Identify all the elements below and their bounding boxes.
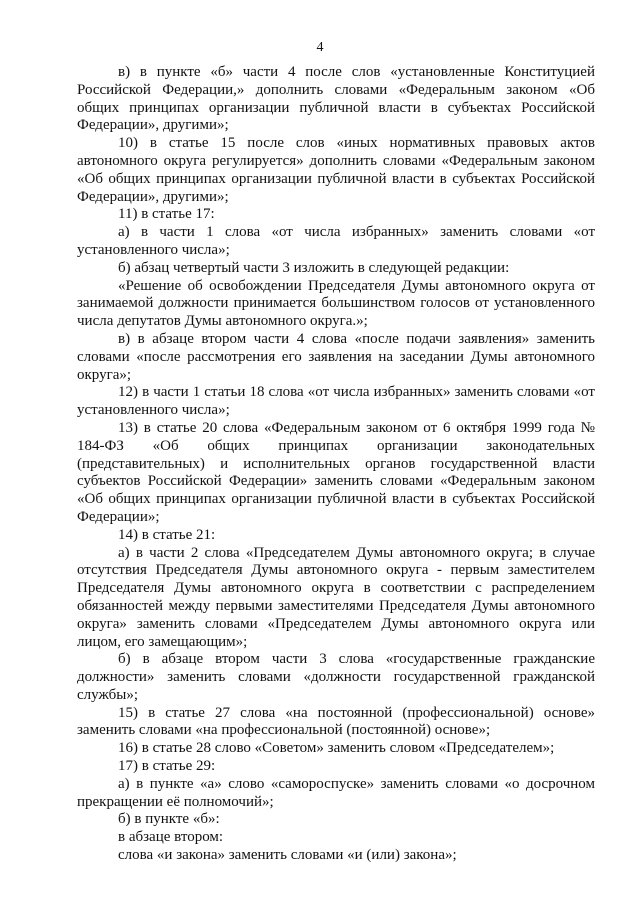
paragraph-item-11-a: а) в части 1 слова «от числа избранных» заменить словами «от установленного числа»; xyxy=(77,224,595,258)
paragraph-item-15-article-27: 15) в статье 27 слова «на постоянной (профессиональной) основе» заменить словами «на профессиональной (постоянной) основе»; xyxy=(77,704,595,739)
document-body xyxy=(77,64,595,865)
page-number: 4 xyxy=(316,40,324,55)
paragraph-item-17-b-words-replacement: слова «и закона» заменить словами «и (или) закона»; xyxy=(118,847,457,864)
paragraph-item-11-b: б) абзац четвертый части 3 изложить в следующей редакции: xyxy=(118,259,510,276)
paragraph-item-14-article-21: 14) в статье 21: xyxy=(118,526,216,543)
paragraph-amendment-v-clause-b: в) в пункте «б» части 4 после слов «установленные Конституцией Российской Федерации,» дополнить словами «Федеральным законом «Об общих принципах организации публичной власти в субъектах Российской Федерации», другими»; xyxy=(77,64,595,134)
paragraph-item-10-article-15: 10) в статье 15 после слов «иных нормативных правовых актов автономного округа регулируется» дополнить словами «Федеральным законом «Об общих принципах организации публичной власти в субъектах Российской Федерации», другими»; xyxy=(77,135,595,205)
paragraph-item-11-v: в) в абзаце втором части 4 слова «после подачи заявления» заменить словами «после рассмотрения его заявления на заседании Думы автономного округа»; xyxy=(77,330,595,383)
paragraph-item-14-b: б) в абзаце втором части 3 слова «государственные гражданские должности» заменить словами «должности государственной гражданской службы»; xyxy=(77,651,595,703)
paragraph-item-13-article-20: 13) в статье 20 слова «Федеральным законом от 6 октября 1999 года № 184-ФЗ «Об общих принципах организации законодательных (представительных) и исполнительных органов государственной власти субъектов Российской Федерации» заменить словами «Федеральным законом «Об общих принципах организации публичной власти в субъектах Российской Федерации»; xyxy=(77,419,595,525)
paragraph-item-17-a: а) в пункте «а» слово «самороспуске» заменить словами «о досрочном прекращении её полномочий»; xyxy=(77,775,595,810)
paragraph-item-14-a: а) в части 2 слова «Председателем Думы автономного округа; в случае отсутствия Председателя Думы автономного округа - первым заместителем Председателя Думы автономного округа в соответствии с распределением обязанностей между первыми заместителями Председателя Думы автономного округа» заменить словами «Председателем Думы автономного округа или лицом, его замещающим»; xyxy=(77,544,595,650)
paragraph-item-11-b-quote: «Решение об освобождении Председателя Думы автономного округа от занимаемой должности принимается большинством голосов от установленного числа депутатов Думы автономного округа.»; xyxy=(77,277,595,330)
paragraph-item-17-b-second-paragraph: в абзаце втором: xyxy=(118,829,224,846)
paragraph-item-17-article-29: 17) в статье 29: xyxy=(118,758,216,775)
paragraph-item-12-article-18: 12) в части 1 статьи 18 слова «от числа избранных» заменить словами «от установленного числа»; xyxy=(77,384,595,419)
paragraph-item-17-b: б) в пункте «б»: xyxy=(118,811,220,828)
paragraph-item-16-article-28: 16) в статье 28 слово «Советом» заменить словом «Председателем»; xyxy=(118,740,555,757)
paragraph-item-11-article-17: 11) в статье 17: xyxy=(118,206,215,223)
